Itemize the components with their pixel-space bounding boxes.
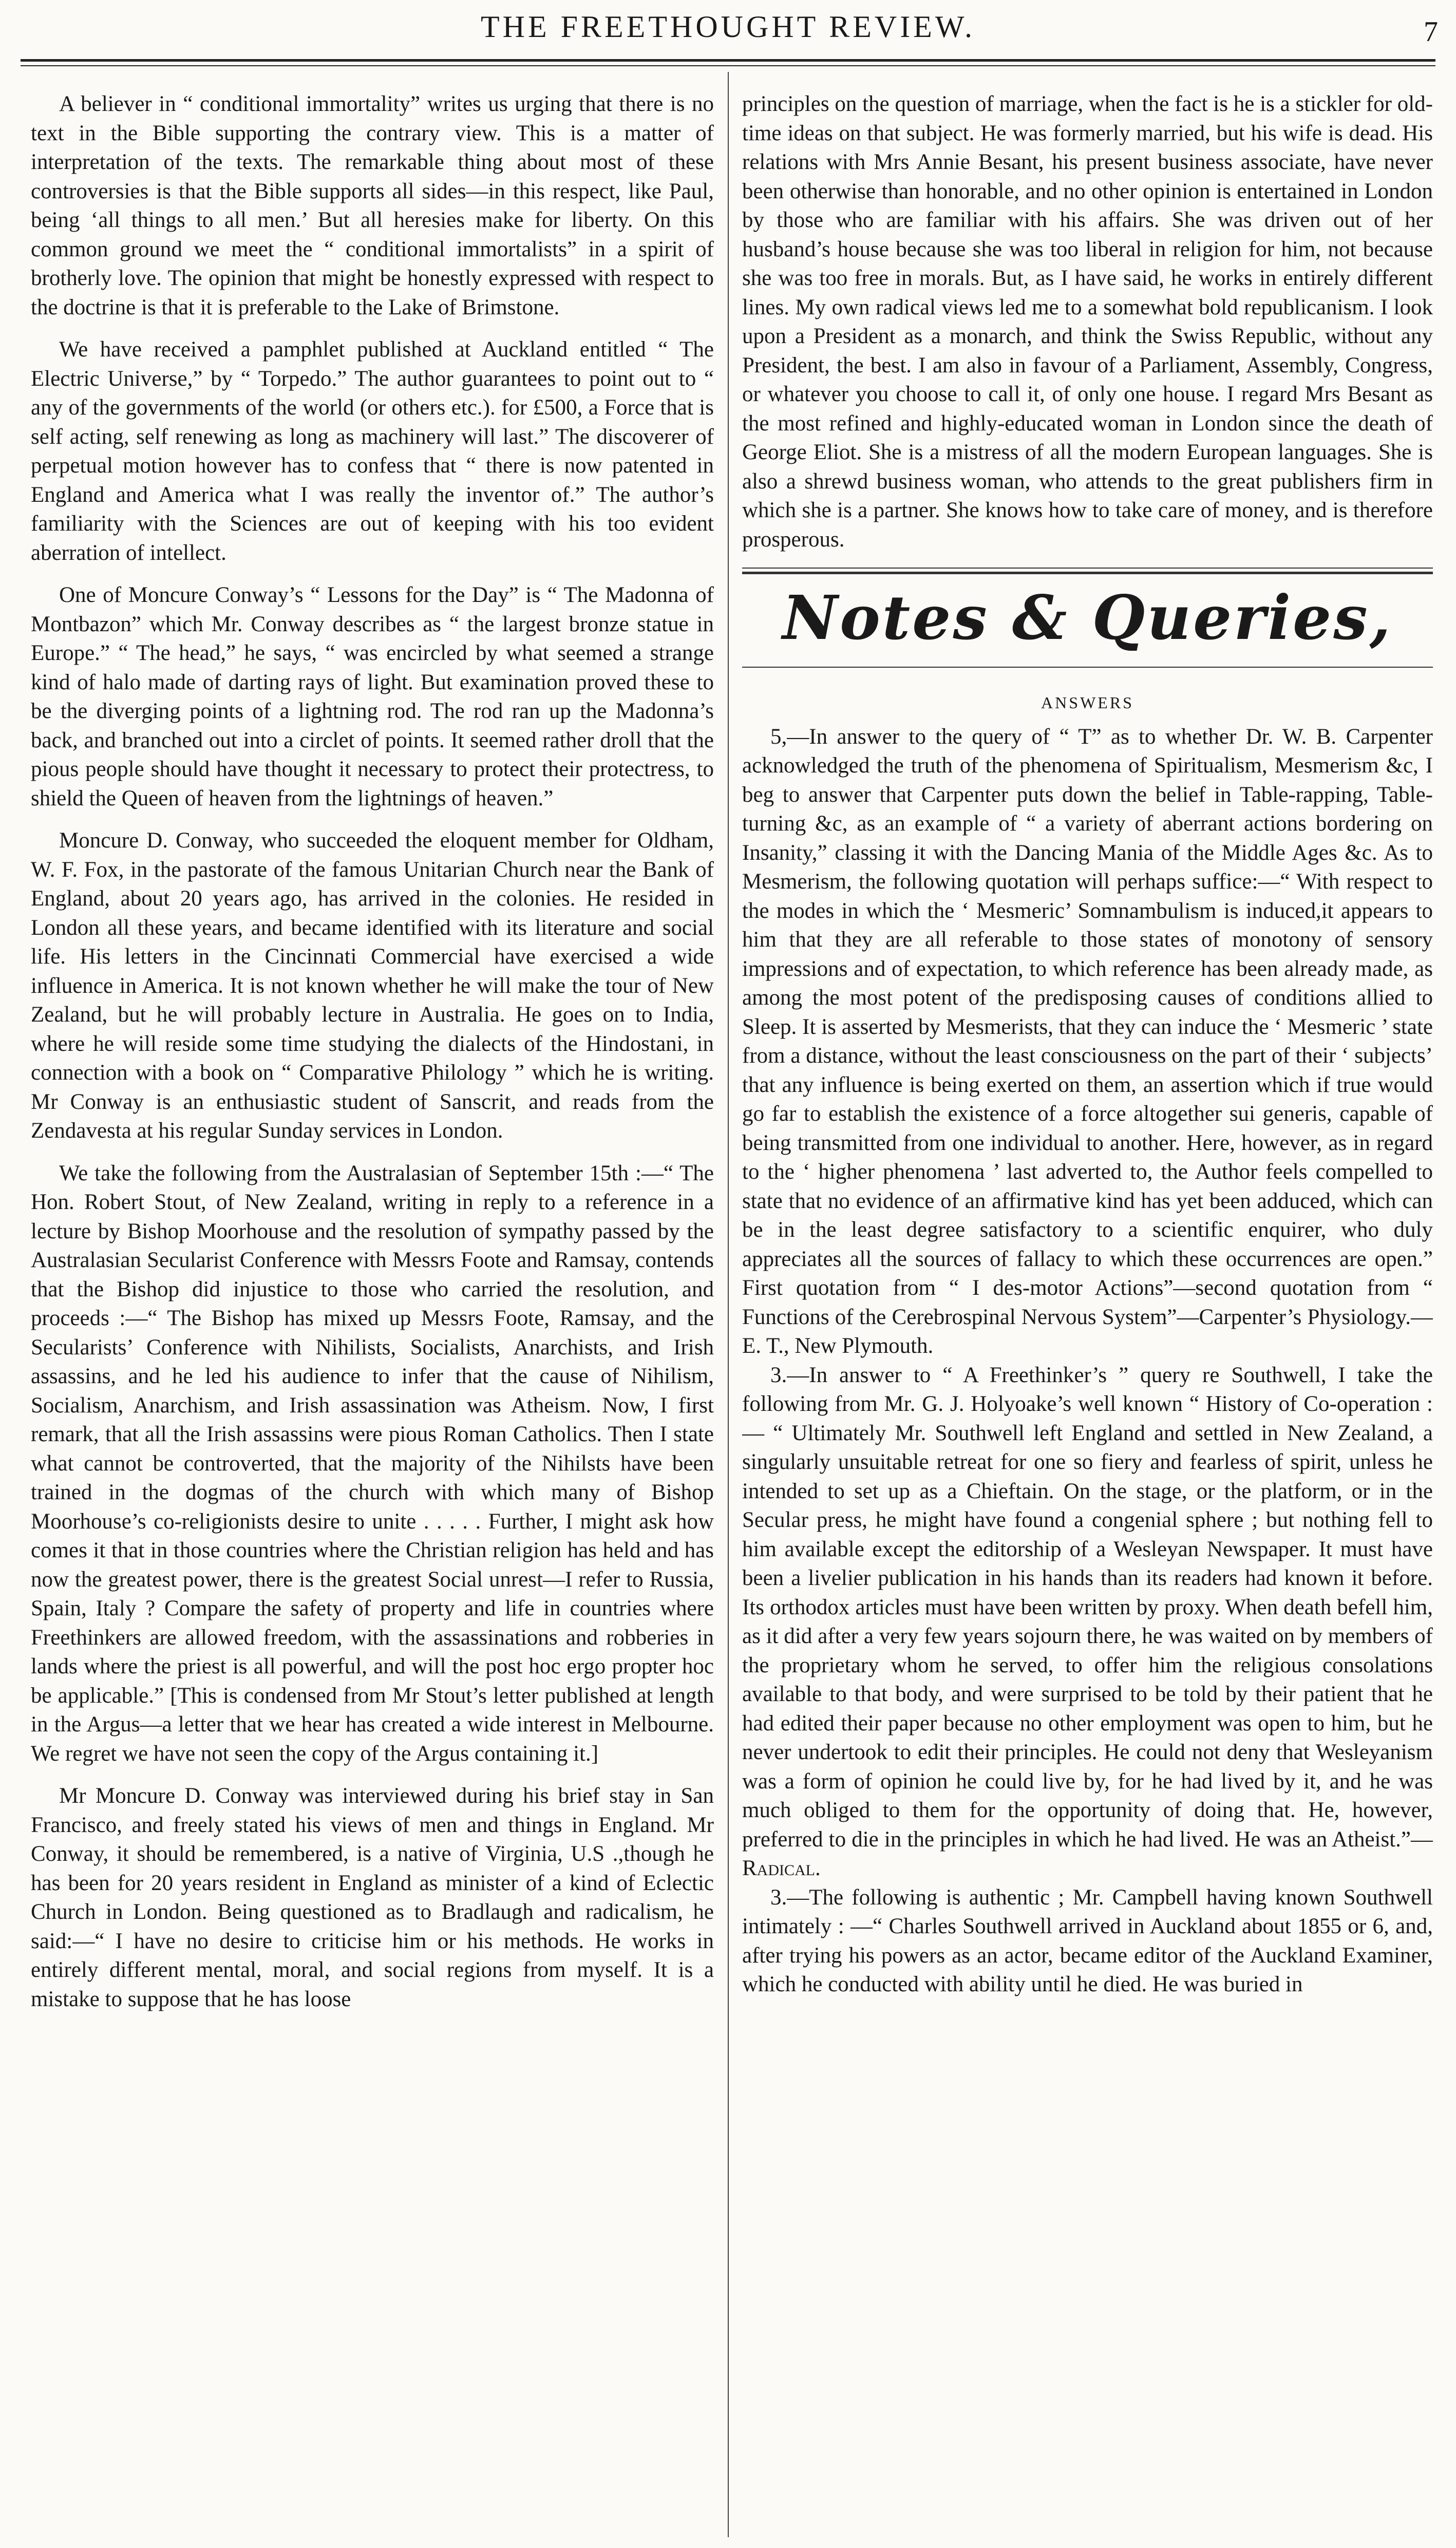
answer-southwell-text: 3.—In answer to “ A Freethinker’s ” query re Southwell, I take the following from Mr. G. J. Holyoake’s well known “ History of Co-operation :— “ Ultimately Mr. Southwell left England and settled in New Zealand, a singularly unsuitable retreat for one so fiery and fearless of spirit, unless he intended to set up as a Chieftain. On the stage, or the platform, or in the Secular press, he might have found a congenial sphere ; but nothing fell to him available except the editorship of a Wesleyan Newspaper. It must have been a livelier publication in his hands than its readers had known it before. Its orthodox articles must have been written by proxy. When death befell him, as it did after a very few years sojourn there, he was waited on by members of the proprietary whom he served, to offer him the religious consolations available to that body, and were surprised to be told by their patient that he had edited their paper because no other employment was open to him, but he never undertook to edit their principles. He could not deny that Wesleyanism was a form of opinion he could live by, for he had lived by it, and he was much obliged to them for the opportunity of doing that. He, however, preferred to die in the principles in which he had lived. He was an Atheist.”— [742, 1363, 1433, 1852]
section-rule-top [742, 568, 1433, 569]
answer-signature: Radical. [742, 1856, 821, 1880]
section-rule-bottom [742, 667, 1433, 668]
header-rule-thin [21, 65, 1435, 66]
article-madonna-of-montbazon: One of Moncure Conway’s “ Lessons for the Day” is “ The Madonna of Montbazon” which Mr. Conway describes as “ the largest bronze statue in Europe.” “ The head,” he says, “ was encircled by what seemed a strange kind of halo made of darting rays of light. But examination proved these to be the diverging points of a lightning rod. The rod ran up the Madonna’s back, and branched out into a circlet of points. It seemed rather droll that the pious people should have thought it necessary to protect their protectress, to shield the Queen of heaven from the lightnings of heaven.” [31, 583, 714, 810]
article-electric-universe: We have received a pamphlet published at Auckland entitled “ The Electric Universe,” by “ Torpedo.” The author guarantees to point out to “ any of the governments of the world (or others etc.). for £500, a Force that is self acting, self renewing as long as machinery will last.” The discoverer of perpetual motion however has to confess that “ there is now patented in England and America what I was really the inventor of.” The author’s familiarity with the Sciences are out of keeping with his too evident aberration of intellect. [31, 337, 714, 565]
answer-carpenter: 5,—In answer to the query of “ T” as to whether Dr. W. B. Carpenter acknowledged the truth of the phenomena of Spiritualism, Mesmerism &c, I beg to answer that Carpenter puts down the belief in Table-rapping, Table-turning &c, as an example of “ a variety of aberrant actions bordering on Insanity,” classing it with the Dancing Mania of the Middle Ages &c. As to Mesmerism, the following quotation will perhaps suffice:—“ With respect to the modes in which the ‘ Mesmeric’ Somnambulism is induced,it appears to him that they are all referable to those states of monotony of sensory impressions and of expectation, to which reference has been already made, as among the most potent of the predisposing causes of conditions allied to Sleep. It is asserted by Mesmerists, that they can induce the ‘ Mesmeric ’ state from a distance, without the least consciousness on the part of their ‘ subjects’ that any influence is being exerted on them, an assertion which if true would go far to establish the existence of a force altogether sui generis, capable of being transmitted from one individual to another. Here, however, as in regard to the ‘ higher phenomena ’ last adverted to, the Author feels compelled to state that no evidence of an affirmative kind has yet been adduced, which can be in the least degree satisfactory to a scientific enquirer, who duly appreciates all the sources of fallacy to which these occurrences are open.” First quotation from “ I des-motor Actions”—second quotation from “ Functions of the Cerebrospinal Nervous System”—Carpenter’s Physiology.—E. T., New Plymouth. [742, 724, 1433, 1358]
article-conway-interview-continued: principles on the question of marriage, when the fact is he is a stickler for old-time ideas on that subject. He was formerly married, but his wife is dead. His relations with Mrs Annie Besant, his present business associate, have never been otherwise than honorable, and no other opinion is entertained in London by those who are familiar with his affairs. She was driven out of her husband’s house because she was too liberal in religion for him, not because she was too free in morals. But, as I have said, he works in entirely different lines. My own radical views led me to a somewhat bold republicanism. I look upon a President as a monarch, and think the Swiss Republic, without any President, the best. I am also in favour of a Parliament, Assembly, Congress, or whatever you choose to call it, of only one house. I regard Mrs Besant as the most refined and highly-educated woman in London since the death of George Eliot. She is a mistress of all the modern European languages. She is also a shrewd business woman, who attends to the great publishers firm in which she is a partner. She knows how to take care of money, and is therefore prosperous. [742, 92, 1433, 552]
column-divider [728, 72, 729, 2537]
answer-southwell-holyoake [742, 1361, 1433, 1883]
section-rule-thick [742, 572, 1433, 574]
article-conway-interview: Mr Moncure D. Conway was interviewed during his brief stay in San Francisco, and freely stated his views of men and things in England. Mr Conway, it should be remembered, is a native of Virginia, U.S .,though he has been for 20 years resident in England as minister of a kind of Eclectic Church in London. Being questioned as to Bradlaugh and radicalism, he said:—“ I have no desire to criticise him or his methods. He works in entirely different mental, moral, and social regions from myself. It is a mistake to suppose that he has loose [31, 1784, 714, 2011]
answer-southwell-campbell: 3.—The following is authentic ; Mr. Campbell having known Southwell intimately : —“ Charles Southwell arrived in Auckland about 1855 or 6, and, after trying his powers as an actor, became editor of the Auckland Examiner, which he conducted with ability until he died. He was buried in [742, 1885, 1433, 1996]
header-rule-thick [21, 59, 1435, 62]
section-title-notes-queries: Notes & Queries, [782, 582, 1393, 653]
page-number: 7 [1424, 16, 1438, 48]
page-header [0, 0, 1456, 62]
article-conditional-immortality: A believer in “ conditional immortality” writes us urging that there is no text in the Bible supporting the contrary view. This is a matter of interpretation of the texts. The remarkable thing about most of these controversies is that the Bible supports all sides—in this respect, like Paul, being ‘all things to all men.’ But all heresies make for liberty. On this common ground we meet the “ conditional immortalists” in a spirit of brotherly love. The opinion that might be honestly expressed with respect to the doctrine is that it is preferable to the Lake of Brimstone. [31, 92, 714, 319]
article-conway-arrival: Moncure D. Conway, who succeeded the eloquent member for Oldham, W. F. Fox, in the pastorate of the famous Unitarian Church near the Bank of England, about 20 years ago, has arrived in the colonies. He resided in London all these years, and became identified with its literature and social life. His letters in the Cincinnati Commercial have exercised a wide influence in America. It is not known whether he will make the tour of New Zealand, but he will probably lecture in Australia. He goes on to India, where he will reside some time studying the dialects of the Hindostani, in connection with a book on “ Comparative Philology ” which he is writing. Mr Conway is an enthusiastic student of Sanscrit, and reads from the Zendavesta at his regular Sunday services in London. [31, 828, 714, 1143]
article-stout-letter: We take the following from the Australasian of September 15th :—“ The Hon. Robert Stout, of New Zealand, writing in reply to a reference in a lecture by Bishop Moorhouse and the resolution of sympathy passed by the Australasian Secularist Conference with Messrs Foote and Ramsay, contends that the Bishop did injustice to those who carried the resolution, and proceeds :—“ The Bishop has mixed up Messrs Foote, Ramsay, and the Secularists’ Conference with Nihilists, Socialists, Anarchists, and Irish assassins, and he led his audience to infer that the cause of Nihilism, Socialism, Anarchism, and Irish assassination was Atheism. Now, I first remark, that all the Irish assassins were pious Roman Catholics. Then I state what cannot be controverted, that the majority of the Nihilsts have been trained in the dogmas of the church with which many of Bishop Moorhouse’s co-religionists desire to unite . . . . . Further, I might ask how comes it that in those countries where the Christian religion has held and has now the greatest power, there is the greatest Social unrest—I refer to Russia, Spain, Italy ? Compare the safety of property and life in countries where Freethinkers are allowed freedom, with the assassinations and robberies in lands where the priest is all powerful, and will the post hoc ergo propter hoc be applicable.” [This is condensed from Mr Stout’s letter published at length in the Argus—a letter that we hear has created a wide interest in Melbourne. We regret we have not seen the copy of the Argus containing it.] [31, 1161, 714, 1766]
running-title: THE FREETHOUGHT REVIEW. [481, 10, 975, 44]
right-column [742, 90, 1433, 2535]
left-column [31, 90, 714, 2535]
answers-heading: ANSWERS [1041, 693, 1134, 712]
